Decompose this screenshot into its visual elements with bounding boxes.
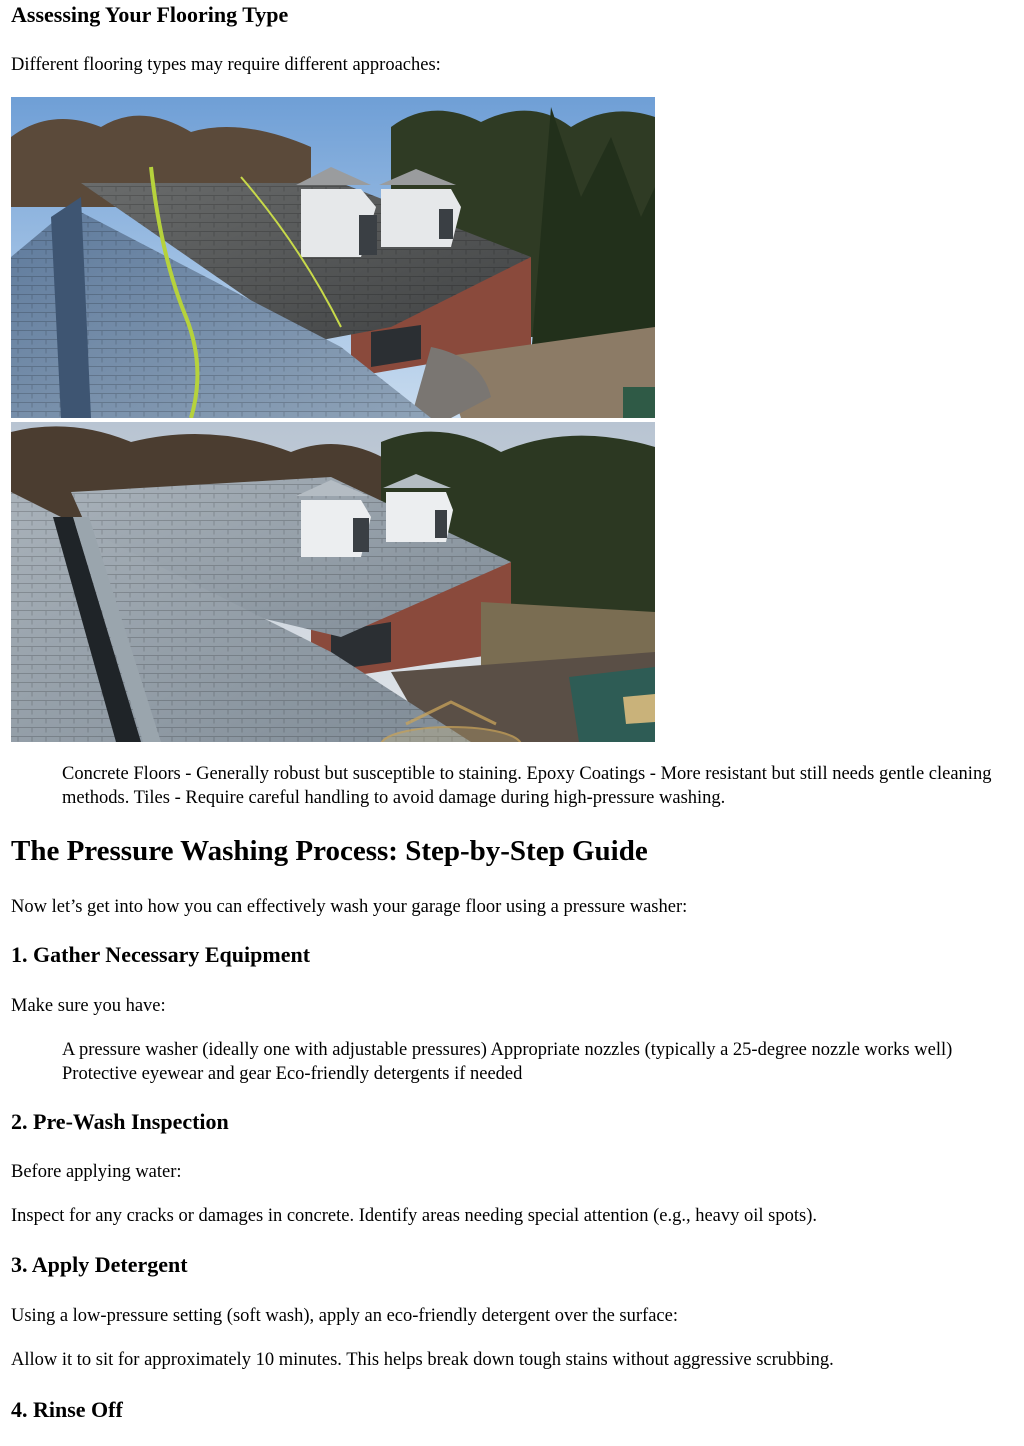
step3-lead: Using a low-pressure setting (soft wash), apply an eco-friendly detergent over the surface: xyxy=(11,1306,678,1326)
equipment-list: A pressure washer (ideally one with adjustable pressures) Appropriate nozzles (typically a 25-degree nozzle works well) Protective eyewear and gear Eco-friendly detergents if needed xyxy=(62,1040,953,1084)
before-after-roof-photo xyxy=(11,97,655,742)
step3-heading: 3. Apply Detergent xyxy=(11,1252,188,1277)
before-photo xyxy=(11,97,655,418)
section-heading: Assessing Your Flooring Type xyxy=(11,2,289,27)
step1-heading: 1. Gather Necessary Equipment xyxy=(11,942,311,967)
process-intro: Now let’s get into how you can effectively wash your garage floor using a pressure washer: xyxy=(11,897,688,917)
step2-heading: 2. Pre-Wash Inspection xyxy=(11,1109,229,1134)
intro-paragraph: Different flooring types may require different approaches: xyxy=(11,55,441,75)
step1-lead: Make sure you have: xyxy=(11,996,166,1016)
after-photo xyxy=(11,422,655,742)
step4-heading: 4. Rinse Off xyxy=(11,1397,123,1422)
process-title: The Pressure Washing Process: Step-by-Step Guide xyxy=(11,835,648,867)
step2-lead: Before applying water: xyxy=(11,1162,182,1182)
flooring-types-list: Concrete Floors - Generally robust but susceptible to staining. Epoxy Coatings - More resistant but still needs gentle cleaning methods. Tiles - Require careful handling to avoid damage during high-pressure washing. xyxy=(62,764,992,808)
step3-detail: Allow it to sit for approximately 10 minutes. This helps break down tough stains without aggressive scrubbing. xyxy=(11,1350,834,1370)
step2-detail: Inspect for any cracks or damages in concrete. Identify areas needing special attention (e.g., heavy oil spots). xyxy=(11,1206,817,1226)
